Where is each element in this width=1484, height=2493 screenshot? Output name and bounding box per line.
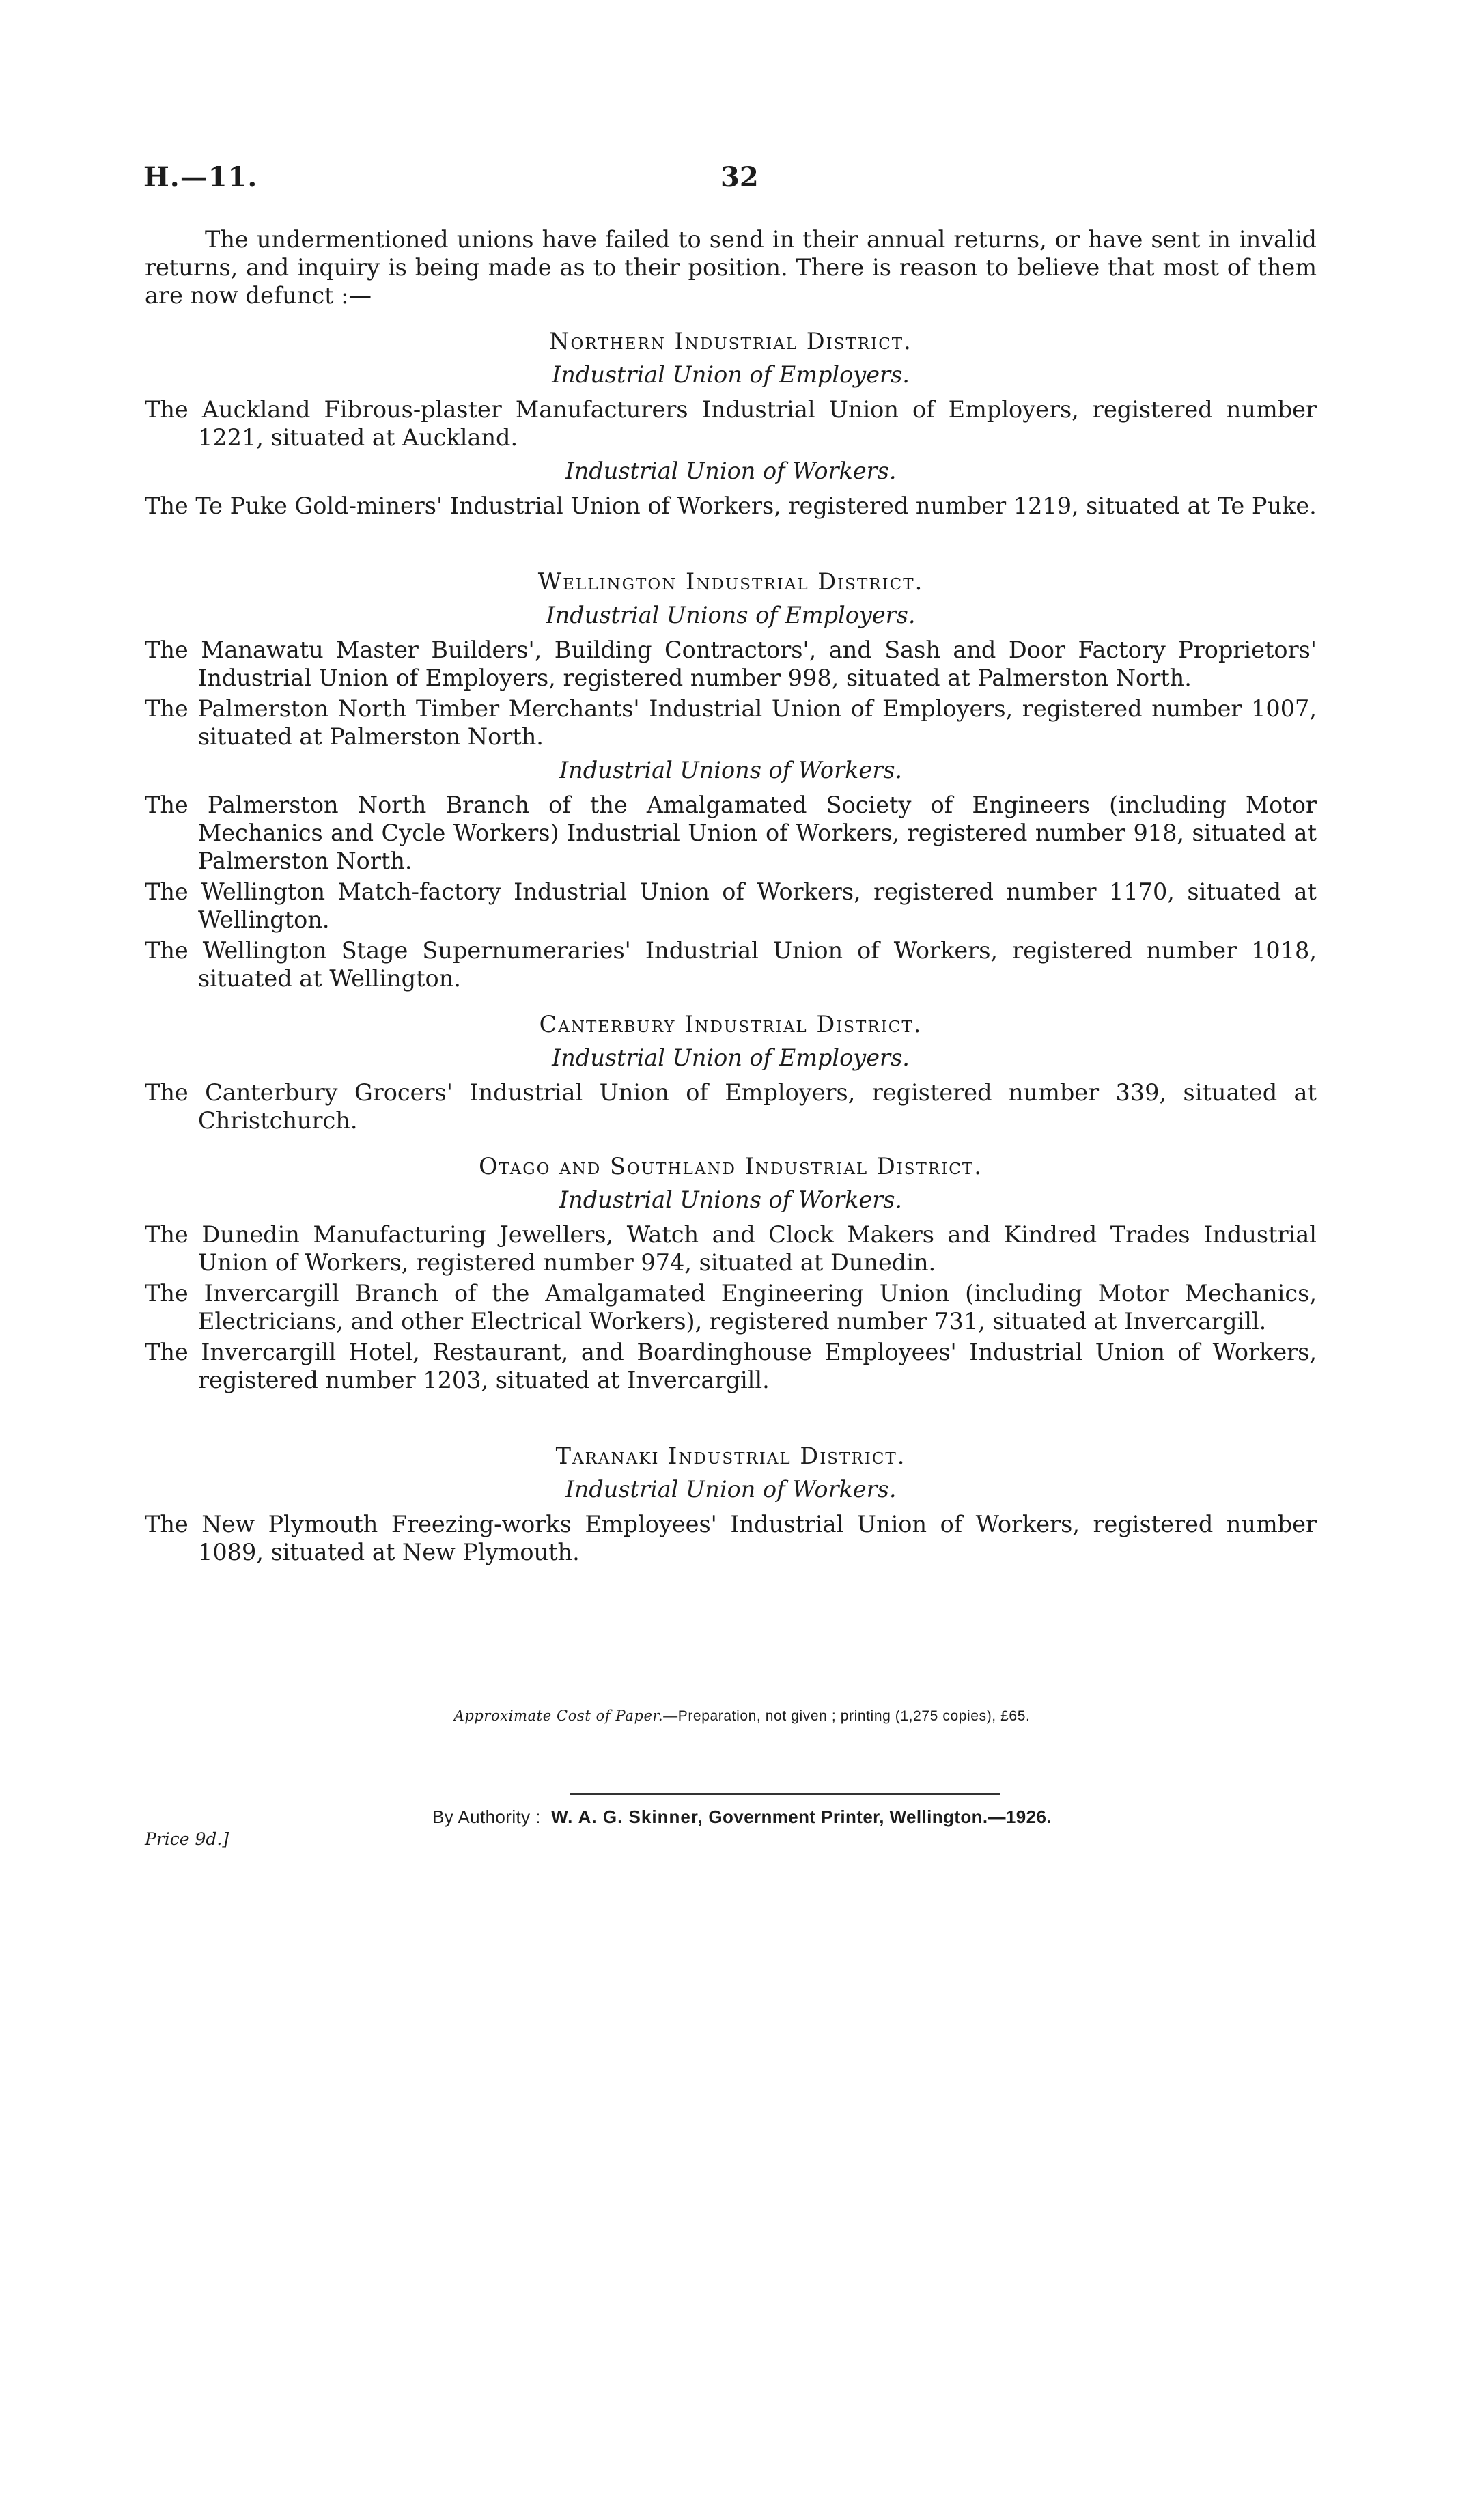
district-section <box>145 568 1317 992</box>
authority-lead: By Authority : <box>432 1807 541 1827</box>
union-group-heading: Industrial Union of Workers. <box>565 458 897 484</box>
union-group-heading: Industrial Unions of Employers. <box>546 602 916 628</box>
union-group-heading: Industrial Unions of Workers. <box>559 1186 903 1213</box>
district-section <box>145 1010 1317 1134</box>
footer-divider <box>570 1793 1000 1795</box>
main-content <box>145 225 1317 1569</box>
union-entry: The New Plymouth Freezing-works Employees' Industrial Union of Workers, registered number 1089, situated at New Plymouth. <box>145 1511 1317 1565</box>
district-section <box>145 1442 1317 1566</box>
price-label: Price 9d.] <box>145 1829 229 1849</box>
page-number: 32 <box>720 161 759 193</box>
cost-note-lead: Approximate Cost of Paper. <box>453 1708 664 1724</box>
union-entry: The Invercargill Branch of the Amalgamated Engineering Union (including Motor Mechanics, Electricians, and other Electrical Workers), registered number 731, situated at Invercargill. <box>145 1280 1317 1335</box>
district-heading: Otago and Southland Industrial District. <box>479 1153 983 1180</box>
union-group-heading: Industrial Union of Workers. <box>565 1476 897 1503</box>
printer-location: Government Printer, Wellington.—1926. <box>708 1807 1052 1827</box>
district-heading: Northern Industrial District. <box>549 328 912 354</box>
union-entry: The Dunedin Manufacturing Jewellers, Watch and Clock Makers and Kindred Trades Industrial Union of Workers, registered number 974, situated at Dunedin. <box>145 1221 1317 1276</box>
union-entry: The Invercargill Hotel, Restaurant, and Boardinghouse Employees' Industrial Union of Workers, registered number 1203, situated at Invercargill. <box>145 1339 1317 1393</box>
authority-line <box>0 1807 1484 1828</box>
union-entry: The Palmerston North Branch of the Amalgamated Society of Engineers (including Motor Mechanics and Cycle Workers) Industrial Union of Workers, registered number 918, situated at Palmerston North. <box>145 792 1317 874</box>
union-entry: The Canterbury Grocers' Industrial Union of Employers, registered number 339, situated at Christchurch. <box>145 1079 1317 1134</box>
union-entry: The Manawatu Master Builders', Building Contractors', and Sash and Door Factory Proprietors' Industrial Union of Employers, registered number 998, situated at Palmerston North. <box>145 637 1317 691</box>
cost-of-paper-note <box>0 1708 1484 1725</box>
union-entry: The Auckland Fibrous-plaster Manufacturers Industrial Union of Employers, registered number 1221, situated at Auckland. <box>145 396 1317 451</box>
page-header <box>143 161 1320 202</box>
union-entry: The Wellington Match-factory Industrial Union of Workers, registered number 1170, situated at Wellington. <box>145 878 1317 933</box>
cost-note-detail: —Preparation, not given ; printing (1,275 copies), £65. <box>663 1708 1031 1724</box>
district-heading: Taranaki Industrial District. <box>555 1443 906 1469</box>
union-group-heading: Industrial Union of Employers. <box>552 361 910 388</box>
union-entry: The Wellington Stage Supernumeraries' Industrial Union of Workers, registered number 1018, situated at Wellington. <box>145 937 1317 992</box>
printer-name: W. A. G. Skinner, <box>551 1807 703 1827</box>
district-section <box>145 327 1317 520</box>
district-heading: Canterbury Industrial District. <box>539 1011 923 1037</box>
document-reference: H.—11. <box>143 161 258 193</box>
district-section <box>145 1152 1317 1394</box>
union-group-heading: Industrial Union of Employers. <box>552 1044 910 1071</box>
union-entry: The Te Puke Gold-miners' Industrial Union of Workers, registered number 1219, situated at Te Puke. <box>145 492 1317 519</box>
district-heading: Wellington Industrial District. <box>537 568 924 595</box>
union-group-heading: Industrial Unions of Workers. <box>559 757 903 783</box>
intro-paragraph: The undermentioned unions have failed to send in their annual returns, or have sent in invalid returns, and inquiry is being made as to their position. There is reason to believe that most of them are now defunct :— <box>145 226 1317 309</box>
union-entry: The Palmerston North Timber Merchants' Industrial Union of Employers, registered number 1007, situated at Palmerston North. <box>145 695 1317 750</box>
